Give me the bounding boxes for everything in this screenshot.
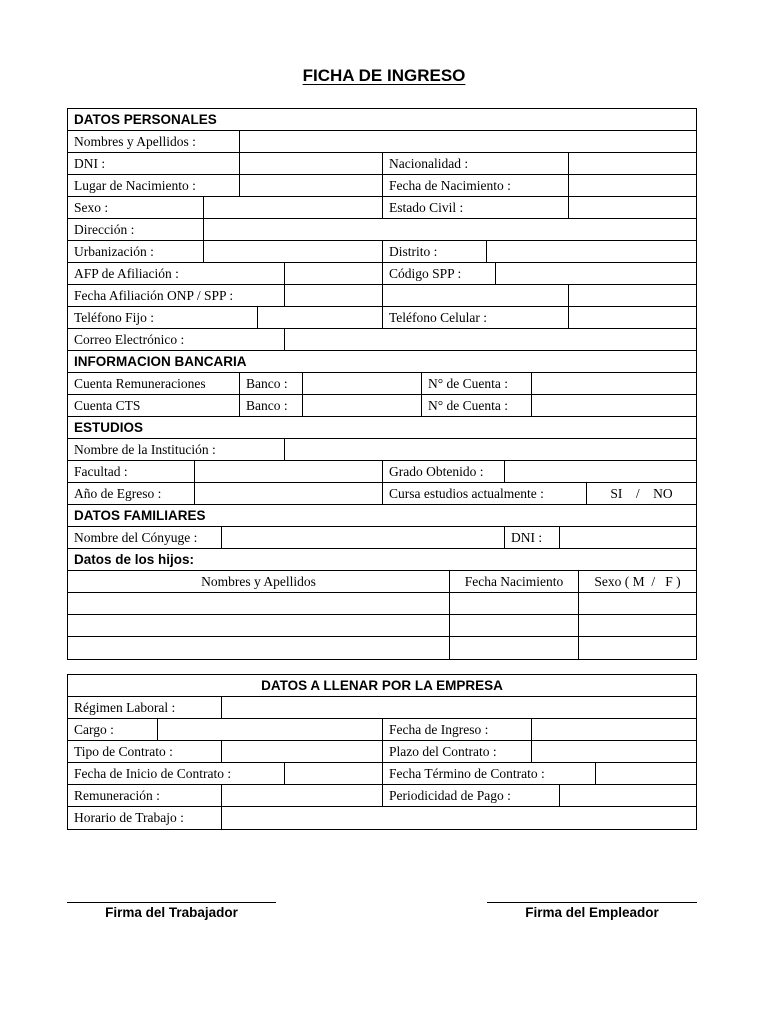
field-codigo-spp[interactable] [496, 263, 696, 284]
field-blank-onp-2[interactable] [569, 285, 696, 306]
field-fecha-inicio[interactable] [285, 763, 382, 784]
field-periodicidad[interactable] [560, 785, 696, 806]
row-telefono [68, 307, 696, 329]
row-remuneracion [68, 785, 696, 807]
field-horario[interactable] [222, 807, 696, 829]
signature-label-empleador: Firma del Empleador [525, 905, 659, 920]
row-correo [68, 329, 696, 351]
option-si-no[interactable]: SI / NO [610, 486, 673, 501]
field-remuneracion[interactable] [222, 785, 382, 806]
label-institucion: Nombre de la Institución : [74, 442, 216, 457]
section-informacion-bancaria [68, 351, 696, 373]
label-banco: Banco : [246, 398, 288, 413]
label-correo: Correo Electrónico : [74, 332, 185, 347]
row-conyuge [68, 527, 696, 549]
label-estado-civil: Estado Civil : [389, 200, 464, 215]
section-title: DATOS PERSONALES [74, 112, 217, 127]
header-nombres: Nombres y Apellidos [201, 574, 316, 589]
field-dni[interactable] [240, 153, 382, 174]
row-facultad [68, 461, 696, 483]
row-fecha-onp [68, 285, 696, 307]
label-sexo: Sexo : [74, 200, 109, 215]
field-banco-cts[interactable] [303, 395, 421, 416]
section-title: DATOS A LLENAR POR LA EMPRESA [261, 678, 503, 693]
section-datos-familiares [68, 505, 696, 527]
label-nombres: Nombres y Apellidos : [74, 134, 196, 149]
field-fecha-onp[interactable] [285, 285, 382, 306]
label-egreso: Año de Egreso : [74, 486, 162, 501]
child-sex-cell[interactable] [579, 637, 696, 659]
row-dni [68, 153, 696, 175]
row-cargo [68, 719, 696, 741]
field-conyuge[interactable] [222, 527, 504, 548]
section-datos-empresa [68, 675, 696, 697]
child-sex-cell[interactable] [579, 593, 696, 614]
child-name-cell[interactable] [68, 593, 449, 614]
label-regimen: Régimen Laboral : [74, 700, 176, 715]
label-horario: Horario de Trabajo : [74, 810, 184, 825]
label-codigo-spp: Código SPP : [389, 266, 462, 281]
child-birthdate-cell[interactable] [450, 637, 578, 659]
label-nacionalidad: Nacionalidad : [389, 156, 469, 171]
row-institucion [68, 439, 696, 461]
field-nacionalidad[interactable] [569, 153, 696, 174]
label-telefono-celular: Teléfono Celular : [389, 310, 488, 325]
field-sexo[interactable] [204, 197, 382, 218]
row-fecha-inicio [68, 763, 696, 785]
label-dni-conyuge: DNI : [511, 530, 543, 545]
row-cuenta-cts [68, 395, 696, 417]
field-tipo-contrato[interactable] [222, 741, 382, 762]
label-direccion: Dirección : [74, 222, 135, 237]
signature-line-trabajador[interactable] [67, 902, 276, 903]
field-urbanizacion[interactable] [204, 241, 382, 262]
row-tipo-contrato [68, 741, 696, 763]
field-direccion[interactable] [204, 219, 696, 240]
field-afp[interactable] [285, 263, 382, 284]
field-telefono-fijo[interactable] [258, 307, 382, 328]
child-name-cell[interactable] [68, 615, 449, 636]
child-birthdate-cell[interactable] [450, 593, 578, 614]
field-blank-onp[interactable] [383, 285, 568, 306]
field-cargo[interactable] [158, 719, 382, 740]
label-conyuge: Nombre del Cónyuge : [74, 530, 198, 545]
row-sexo [68, 197, 696, 219]
row-urbanizacion [68, 241, 696, 263]
section-estudios [68, 417, 696, 439]
label-grado: Grado Obtenido : [389, 464, 484, 479]
field-plazo-contrato[interactable] [532, 741, 696, 762]
label-plazo-contrato: Plazo del Contrato : [389, 744, 497, 759]
table-row [68, 615, 696, 637]
child-sex-cell[interactable] [579, 615, 696, 636]
label-afp: AFP de Afiliación : [74, 266, 179, 281]
main-form [67, 108, 697, 660]
child-name-cell[interactable] [68, 637, 449, 659]
row-horario [68, 807, 696, 829]
label-remuneracion: Remuneración : [74, 788, 160, 803]
label-cuenta-cts: Cuenta CTS [74, 398, 141, 413]
field-institucion[interactable] [285, 439, 696, 460]
field-banco-rem[interactable] [303, 373, 421, 394]
row-egreso [68, 483, 696, 505]
field-nombres[interactable] [240, 131, 696, 152]
row-cuenta-remuneraciones [68, 373, 696, 395]
section-title: DATOS FAMILIARES [74, 508, 206, 523]
header-fecha-nacimiento: Fecha Nacimiento [464, 574, 564, 589]
label-cursa: Cursa estudios actualmente : [389, 486, 544, 501]
label-fecha-nacimiento: Fecha de Nacimiento : [389, 178, 511, 193]
field-nro-cuenta-cts[interactable] [532, 395, 696, 416]
label-urbanizacion: Urbanización : [74, 244, 154, 259]
label-fecha-inicio: Fecha de Inicio de Contrato : [74, 766, 232, 781]
table-row [68, 593, 696, 615]
row-direccion [68, 219, 696, 241]
label-tipo-contrato: Tipo de Contrato : [74, 744, 173, 759]
label-nro-cuenta: N° de Cuenta : [428, 398, 509, 413]
label-lugar-nacimiento: Lugar de Nacimiento : [74, 178, 196, 193]
label-telefono-fijo: Teléfono Fijo : [74, 310, 155, 325]
label-banco: Banco : [246, 376, 288, 391]
section-title: Datos de los hijos: [74, 552, 195, 567]
field-egreso[interactable] [195, 483, 382, 504]
signature-label-trabajador: Firma del Trabajador [105, 905, 238, 920]
field-fecha-nacimiento[interactable] [569, 175, 696, 196]
label-cuenta-remuneraciones: Cuenta Remuneraciones [74, 376, 206, 391]
children-table-header [68, 571, 696, 593]
field-fecha-termino[interactable] [596, 763, 696, 784]
field-regimen[interactable] [222, 697, 696, 718]
label-fecha-termino: Fecha Término de Contrato : [389, 766, 545, 781]
section-datos-personales [68, 109, 696, 131]
child-birthdate-cell[interactable] [450, 615, 578, 636]
company-form [67, 674, 697, 830]
row-afp [68, 263, 696, 285]
label-periodicidad: Periodicidad de Pago : [389, 788, 511, 803]
field-correo[interactable] [285, 329, 696, 350]
label-nro-cuenta: N° de Cuenta : [428, 376, 509, 391]
signature-line-empleador[interactable] [487, 902, 697, 903]
row-regimen [68, 697, 696, 719]
section-datos-hijos [68, 549, 696, 571]
field-distrito[interactable] [487, 241, 696, 262]
field-grado[interactable] [505, 461, 696, 482]
row-nombres [68, 131, 696, 153]
row-lugar-nacimiento [68, 175, 696, 197]
label-cargo: Cargo : [74, 722, 114, 737]
label-fecha-ingreso: Fecha de Ingreso : [389, 722, 489, 737]
field-facultad[interactable] [195, 461, 382, 482]
label-distrito: Distrito : [389, 244, 438, 259]
label-dni: DNI : [74, 156, 106, 171]
field-telefono-celular[interactable] [569, 307, 696, 328]
field-dni-conyuge[interactable] [560, 527, 696, 548]
field-lugar-nacimiento[interactable] [240, 175, 382, 196]
section-title: INFORMACION BANCARIA [74, 354, 247, 369]
section-title: ESTUDIOS [74, 420, 144, 435]
field-fecha-ingreso[interactable] [532, 719, 696, 740]
page-title: FICHA DE INGRESO [302, 66, 466, 85]
field-nro-cuenta-rem[interactable] [532, 373, 696, 394]
table-row [68, 637, 696, 659]
header-sexo: Sexo ( M / F ) [594, 574, 681, 589]
label-fecha-onp: Fecha Afiliación ONP / SPP : [74, 288, 234, 303]
field-estado-civil[interactable] [569, 197, 696, 218]
label-facultad: Facultad : [74, 464, 128, 479]
